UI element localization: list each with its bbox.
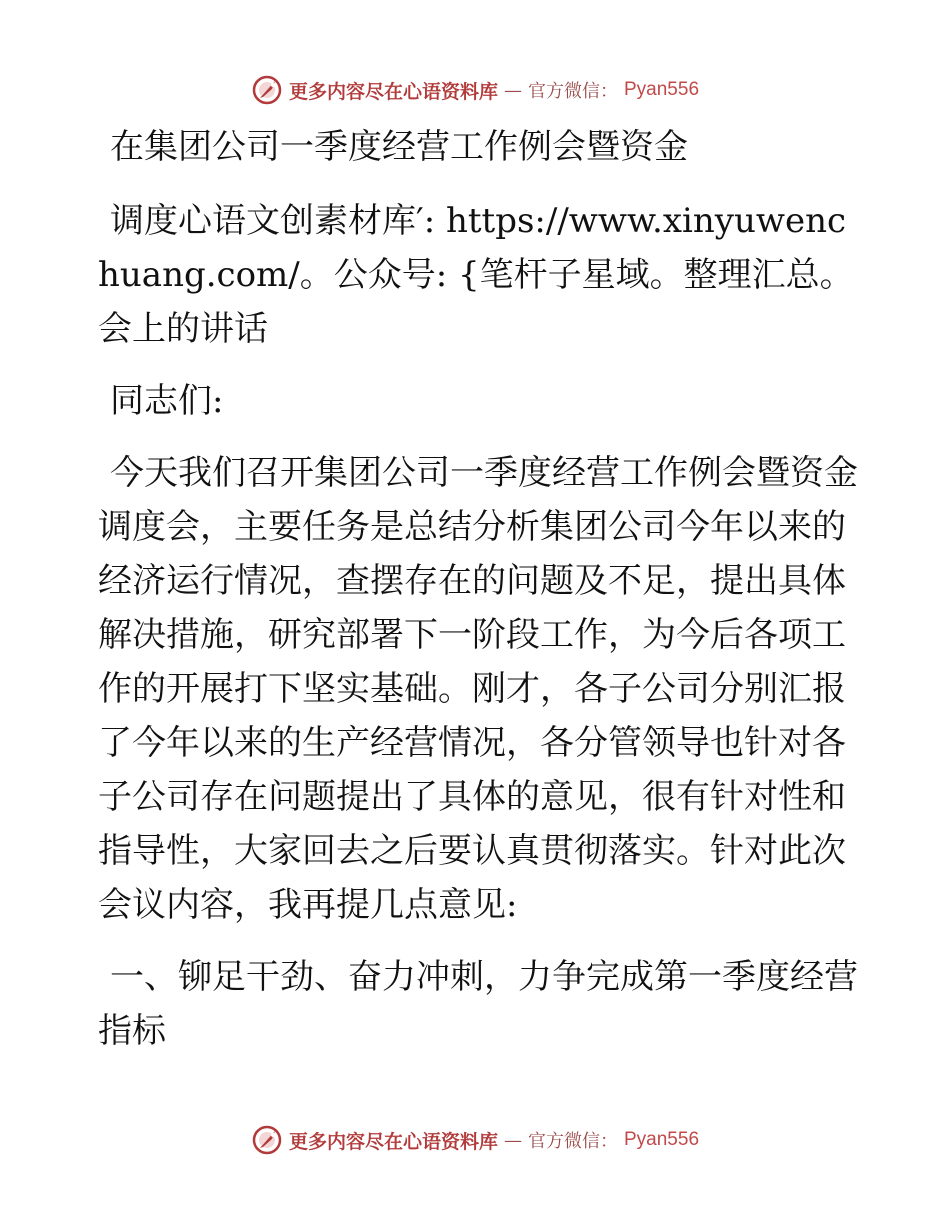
banner-wechat-label: 官方微信： bbox=[528, 81, 618, 102]
document-title-line2: 调度心语文创素材库′: https://www.xinyuwenchuang.com/。公众号: {笔杆子星域。整理汇总。会上的讲话 bbox=[98, 201, 854, 349]
section-heading-1: 一、铆足干劲、奋力冲刺，力争完成第一季度经营指标 bbox=[98, 957, 858, 1051]
quill-logo-icon bbox=[251, 1124, 283, 1156]
banner-wechat-label: 官方微信： bbox=[528, 1131, 618, 1152]
banner-wechat-id: Pyan556 bbox=[624, 79, 700, 100]
paragraph-1: 今天我们召开集团公司一季度经营工作例会暨资金调度会，主要任务是总结分析集团公司今年以来的经济运行情况，查摆存在的问题及不足，提出具体解决措施，研究部署下一阶段工作，为今后各项工作的开展打下坚实基础。刚才，各子公司分别汇报了今年以来的生产经营情况，各分管领导也针对各子公司存在问题提出了具体的意见，很有针对性和指导性，大家回去之后要认真贯彻落实。针对此次会议内容，我再提几点意见: bbox=[98, 453, 858, 925]
footer-watermark-banner bbox=[0, 1120, 950, 1160]
banner-dash: — bbox=[504, 1129, 522, 1151]
banner-text: 更多内容尽在心语资料库 bbox=[288, 80, 498, 103]
document-body bbox=[98, 120, 858, 1076]
banner-dash: — bbox=[504, 79, 522, 101]
document-title-line1: 在集团公司一季度经营工作例会暨资金 bbox=[110, 127, 688, 167]
banner-text: 更多内容尽在心语资料库 bbox=[288, 1130, 498, 1153]
banner-wechat-id: Pyan556 bbox=[624, 1129, 700, 1150]
quill-logo-icon bbox=[251, 74, 283, 106]
salutation: 同志们: bbox=[110, 381, 224, 421]
header-watermark-banner bbox=[0, 70, 950, 110]
